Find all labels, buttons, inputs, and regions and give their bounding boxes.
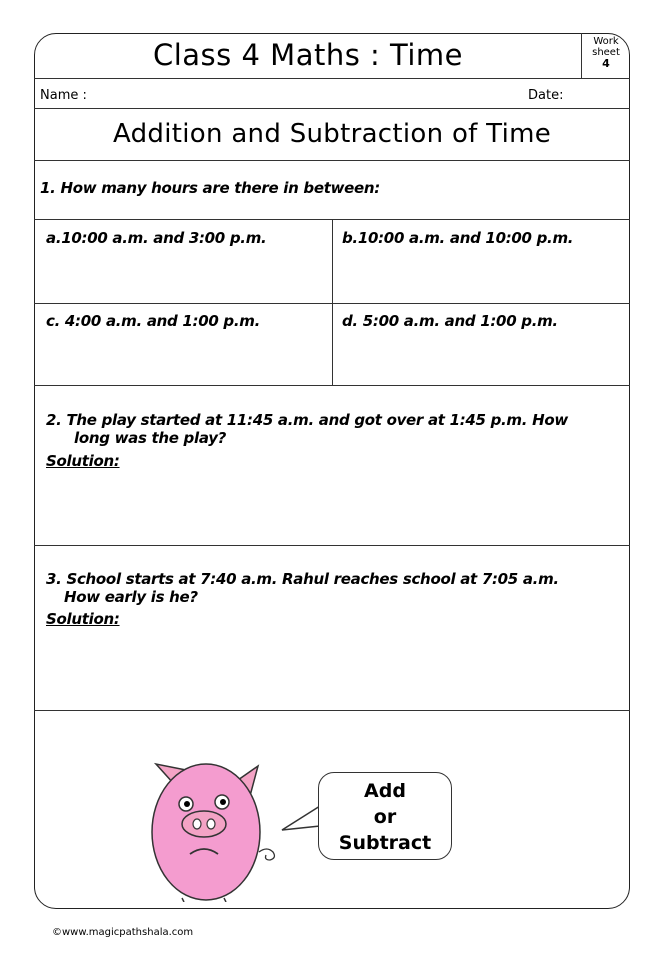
question-2-text — [46, 411, 568, 447]
worksheet-subtitle: Addition and Subtraction of Time — [112, 119, 552, 149]
pig-mascot-icon — [146, 752, 286, 902]
question-2-line-2: long was the play? — [74, 429, 227, 447]
question-1-part-a: a.10:00 a.m. and 3:00 p.m. — [46, 229, 267, 247]
page-title: Class 4 Maths : Time — [152, 38, 463, 72]
question-2-line-1: 2. The play started at 11:45 a.m. and got over at 1:45 p.m. How — [46, 411, 568, 429]
question-3-line-2: How early is he? — [64, 588, 198, 606]
question-3-solution-label: Solution: — [46, 610, 120, 628]
name-row-divider — [34, 108, 630, 109]
speech-bubble — [318, 772, 452, 860]
date-label: Date: — [528, 88, 564, 103]
speech-bubble-line-3: Subtract — [338, 832, 432, 854]
question-1-part-d: d. 5:00 a.m. and 1:00 p.m. — [342, 312, 558, 330]
speech-bubble-line-1: Add — [364, 780, 406, 802]
worksheet-label: Work sheet — [592, 36, 620, 58]
q3-bottom-divider — [34, 710, 630, 711]
question-3-text — [46, 570, 559, 606]
q2-bottom-divider — [34, 545, 630, 546]
worksheet-number: 4 — [602, 57, 610, 70]
q1-bottom-divider — [34, 385, 630, 386]
question-1-part-c: c. 4:00 a.m. and 1:00 p.m. — [46, 312, 260, 330]
copyright-footer: ©www.magicpathshala.com — [52, 927, 194, 938]
subtitle-divider — [34, 160, 630, 161]
speech-bubble-tail — [278, 800, 322, 840]
speech-bubble-line-2: or — [373, 806, 397, 828]
name-label: Name : — [40, 88, 87, 103]
question-1-part-b: b.10:00 a.m. and 10:00 p.m. — [342, 229, 574, 247]
question-2-solution-label: Solution: — [46, 452, 120, 470]
question-1-prompt: 1. How many hours are there in between: — [40, 179, 380, 197]
q1-column-divider — [332, 219, 333, 385]
question-3-line-1: 3. School starts at 7:40 a.m. Rahul reaches school at 7:05 a.m. — [46, 570, 559, 588]
worksheet-badge — [581, 33, 630, 78]
header-divider — [34, 78, 630, 79]
